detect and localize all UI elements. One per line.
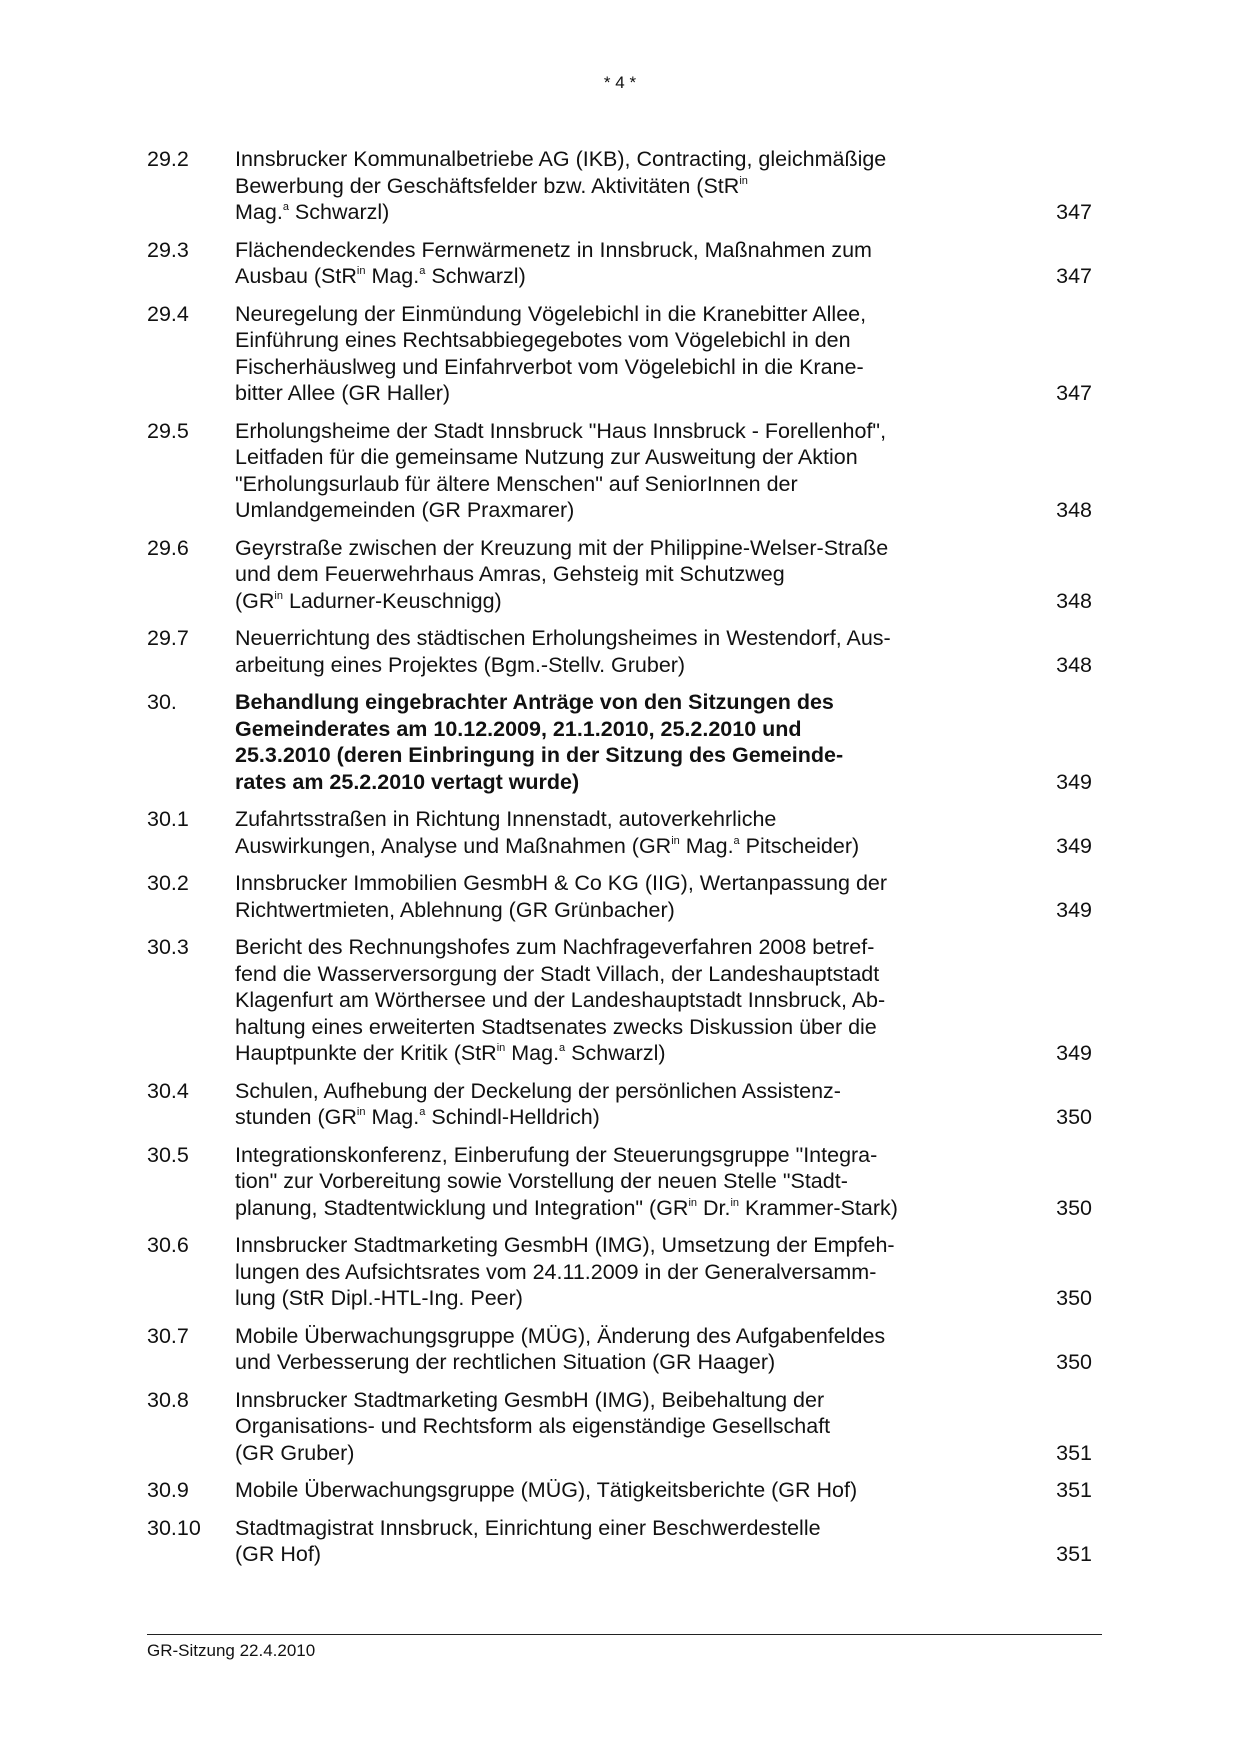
toc-entry-page: 347 bbox=[1056, 381, 1092, 405]
superscript: a bbox=[282, 201, 289, 213]
toc-entry-number: 30.6 bbox=[147, 1233, 189, 1257]
superscript: in bbox=[739, 174, 748, 187]
toc-entry-number: 29.5 bbox=[147, 418, 189, 443]
toc-entry-title bbox=[235, 806, 950, 859]
toc-entry-number: 30.10 bbox=[147, 1515, 201, 1540]
superscript: in bbox=[730, 1196, 740, 1209]
toc-entry-line: arbeitung eines Projektes (Bgm.-Stellv. Gruber) bbox=[235, 652, 686, 677]
toc-entry-line: Mag.$^a$ Schwarzl) bbox=[235, 200, 390, 224]
toc-entry-page: 351 bbox=[1056, 1440, 1092, 1465]
toc-entry-title bbox=[235, 535, 950, 615]
toc-entry-line: und dem Feuerwehrhaus Amras, Gehsteig mit Schutzweg bbox=[235, 562, 785, 586]
toc-entry-line: Zufahrtsstraßen in Richtung Innenstadt, autoverkehrliche bbox=[235, 807, 777, 831]
toc-entry-title bbox=[235, 1323, 950, 1376]
toc-entry-number: 29.2 bbox=[147, 147, 189, 171]
toc-entry bbox=[147, 806, 1092, 859]
toc-entry bbox=[147, 1387, 1092, 1467]
toc-entry-line: Bericht des Rechnungshofes zum Nachfrageverfahren 2008 betref- bbox=[235, 935, 875, 959]
toc-entry-page: 349 bbox=[1056, 769, 1092, 794]
toc-entry-line: lungen des Aufsichtsrates vom 24.11.2009 in der Generalversamm- bbox=[235, 1259, 877, 1284]
toc-entry-line: planung, Stadtentwicklung und Integration" ($GR^{in}$ Dr.$^{in}$ Krammer-Stark) bbox=[235, 1195, 898, 1220]
toc-entry-number: 30.7 bbox=[147, 1323, 189, 1348]
superscript: in bbox=[356, 265, 366, 277]
superscript: a bbox=[419, 265, 426, 277]
toc-entry-line: Mobile Überwachungsgruppe (MÜG), Änderung des Aufgabenfeldes bbox=[235, 1323, 886, 1348]
toc-entry-page: 350 bbox=[1056, 1350, 1092, 1374]
toc-entry-line: Innsbrucker Stadtmarketing GesmbH (IMG), Beibehaltung der bbox=[235, 1387, 825, 1412]
toc-entry bbox=[147, 146, 1092, 226]
toc-entry-line: Hauptpunkte der Kritik (StR$^{in}$ Mag.$^a$ Schwarzl) bbox=[235, 1041, 666, 1065]
toc-entry bbox=[147, 689, 1092, 795]
toc-entry-line: lung (StR Dipl.-HTL-Ing. Peer) bbox=[235, 1286, 523, 1310]
toc-entry-page: 351 bbox=[1056, 1478, 1092, 1502]
toc-entry bbox=[147, 870, 1092, 923]
toc-entry-number: 29.6 bbox=[147, 535, 189, 560]
toc-entry bbox=[147, 1232, 1092, 1312]
toc-entry-line: 25.3.2010 (deren Einbringung in der Sitzung des Gemeinde- bbox=[235, 743, 844, 767]
toc-entry-line: Mobile Überwachungsgruppe (MÜG), Tätigkeitsberichte (GR Hof) bbox=[235, 1478, 858, 1502]
toc-entry-title bbox=[235, 237, 950, 290]
toc-entry bbox=[147, 1477, 1092, 1504]
toc-entry-title bbox=[235, 301, 950, 407]
toc-entry-title bbox=[235, 146, 950, 226]
toc-entry bbox=[147, 1078, 1092, 1131]
toc-entry-line: Integrationskonferenz, Einberufung der Steuerungsgruppe "Integra- bbox=[235, 1142, 878, 1167]
superscript: in bbox=[356, 1106, 366, 1118]
toc-entry-line: stunden ($GR^{in}$ Mag.$^a$ Schindl-Helldrich) bbox=[235, 1105, 600, 1129]
toc-entry-title bbox=[235, 689, 950, 795]
page-number: * 4 * bbox=[603, 73, 637, 92]
toc-entry-title bbox=[235, 1078, 950, 1131]
toc-entry-line: Geyrstraße zwischen der Kreuzung mit der Philippine-Welser-Straße bbox=[235, 535, 889, 560]
toc-entry-line: Umlandgemeinden (GR Praxmarer) bbox=[235, 498, 575, 522]
toc-entry-line: Auswirkungen, Analyse und Maßnahmen ($GR^{in}$ Mag.$^a$ Pitscheider) bbox=[235, 833, 860, 858]
toc-entry-line: tion" zur Vorbereitung sowie Vorstellung der neuen Stelle "Stadt- bbox=[235, 1169, 848, 1193]
toc-entry-title bbox=[235, 625, 950, 678]
toc-entry-title bbox=[235, 870, 950, 923]
toc-entry-page: 348 bbox=[1056, 652, 1092, 677]
toc-entry-page: 349 bbox=[1056, 1041, 1092, 1065]
toc-entry-line: Bewerbung der Geschäftsfelder bzw. Aktivitäten (StR$^{in}$ bbox=[235, 173, 748, 198]
toc-entry-line: Erholungsheime der Stadt Innsbruck "Haus Innsbruck - Forellenhof", bbox=[235, 418, 887, 443]
toc-entry-line: Gemeinderates am 10.12.2009, 21.1.2010, 25.2.2010 und bbox=[235, 716, 802, 741]
toc-entry-page: 351 bbox=[1056, 1542, 1092, 1566]
toc-entry-page: 348 bbox=[1056, 588, 1092, 613]
toc-entry-number: 30.9 bbox=[147, 1478, 189, 1502]
toc-entry-line: Fischerhäuslweg und Einfahrverbot vom Vögelebichl in die Krane- bbox=[235, 354, 864, 379]
toc-entry-page: 350 bbox=[1056, 1195, 1092, 1220]
toc-entry-number: 29.7 bbox=[147, 626, 189, 650]
toc-entry-number: 29.4 bbox=[147, 301, 189, 326]
superscript: in bbox=[688, 1196, 698, 1209]
table-of-contents bbox=[147, 146, 1092, 1579]
toc-entry-line: und Verbesserung der rechtlichen Situation (GR Haager) bbox=[235, 1350, 776, 1374]
toc-entry-page: 348 bbox=[1056, 498, 1092, 522]
toc-entry-line: bitter Allee (GR Haller) bbox=[235, 381, 451, 405]
toc-entry-line: haltung eines erweiterten Stadtsenates zwecks Diskussion über die bbox=[235, 1014, 877, 1039]
toc-entry-title bbox=[235, 1515, 950, 1568]
toc-entry-title bbox=[235, 1232, 950, 1312]
toc-entry bbox=[147, 1142, 1092, 1222]
toc-entry bbox=[147, 418, 1092, 524]
toc-entry-line: ($GR^{in}$ Ladurner-Keuschnigg) bbox=[235, 588, 502, 613]
toc-entry bbox=[147, 237, 1092, 290]
toc-entry-line: Leitfaden für die gemeinsame Nutzung zur Ausweitung der Aktion bbox=[235, 445, 858, 469]
toc-entry-line: (GR Gruber) bbox=[235, 1440, 355, 1465]
toc-entry-number: 30.2 bbox=[147, 871, 189, 895]
toc-entry-page: 349 bbox=[1056, 833, 1092, 858]
toc-entry-page: 347 bbox=[1056, 200, 1092, 224]
superscript: in bbox=[671, 834, 680, 847]
toc-entry-title bbox=[235, 1387, 950, 1467]
toc-entry-line: Ausbau (StR$^{in}$ Mag.$^a$ Schwarzl) bbox=[235, 264, 526, 288]
toc-entry-page: 350 bbox=[1056, 1286, 1092, 1310]
toc-entry-line: "Erholungsurlaub für ältere Menschen" auf SeniorInnen der bbox=[235, 471, 798, 496]
superscript: in bbox=[496, 1042, 506, 1054]
toc-entry bbox=[147, 1515, 1092, 1568]
toc-entry bbox=[147, 934, 1092, 1067]
toc-entry-title bbox=[235, 934, 950, 1067]
toc-entry-line: Behandlung eingebrachter Anträge von den Sitzungen des bbox=[235, 690, 834, 714]
toc-entry-title bbox=[235, 1142, 950, 1222]
toc-entry-line: (GR Hof) bbox=[235, 1542, 321, 1566]
toc-entry-line: Organisations- und Rechtsform als eigenständige Gesellschaft bbox=[235, 1414, 831, 1438]
toc-entry bbox=[147, 301, 1092, 407]
toc-entry-line: Richtwertmieten, Ablehnung (GR Grünbacher) bbox=[235, 897, 675, 922]
toc-entry-page: 347 bbox=[1056, 264, 1092, 288]
toc-entry bbox=[147, 625, 1092, 678]
toc-entry-number: 30.8 bbox=[147, 1387, 189, 1412]
footer-divider bbox=[147, 1634, 1102, 1635]
toc-entry-number: 30.5 bbox=[147, 1142, 189, 1167]
superscript: a bbox=[733, 834, 740, 847]
toc-entry-line: Innsbrucker Kommunalbetriebe AG (IKB), Contracting, gleichmäßige bbox=[235, 147, 887, 171]
toc-entry-line: Neuerrichtung des städtischen Erholungsheimes in Westendorf, Aus- bbox=[235, 626, 891, 650]
toc-entry-line: Flächendeckendes Fernwärmenetz in Innsbruck, Maßnahmen zum bbox=[235, 237, 872, 262]
toc-entry bbox=[147, 1323, 1092, 1376]
toc-entry-line: Einführung eines Rechtsabbiegegebotes vom Vögelebichl in den bbox=[235, 328, 851, 352]
superscript: a bbox=[419, 1106, 426, 1118]
toc-entry-line: Klagenfurt am Wörthersee und der Landeshauptstadt Innsbruck, Ab- bbox=[235, 988, 886, 1012]
toc-entry-number: 30.4 bbox=[147, 1078, 189, 1103]
toc-entry-line: Innsbrucker Stadtmarketing GesmbH (IMG), Umsetzung der Empfeh- bbox=[235, 1233, 895, 1257]
superscript: in bbox=[274, 589, 283, 602]
toc-entry-page: 350 bbox=[1056, 1105, 1092, 1129]
toc-entry-number: 30.3 bbox=[147, 935, 189, 959]
toc-entry-number: 29.3 bbox=[147, 237, 189, 262]
toc-entry-line: fend die Wasserversorgung der Stadt Villach, der Landeshauptstadt bbox=[235, 961, 880, 986]
footer-text: GR-Sitzung 22.4.2010 bbox=[147, 1641, 316, 1660]
toc-entry-number: 30. bbox=[147, 690, 177, 714]
toc-entry-line: rates am 25.2.2010 vertagt wurde) bbox=[235, 769, 580, 794]
superscript: a bbox=[559, 1042, 566, 1054]
toc-entry-line: Stadtmagistrat Innsbruck, Einrichtung einer Beschwerdestelle bbox=[235, 1515, 821, 1540]
toc-entry-line: Neuregelung der Einmündung Vögelebichl in die Kranebitter Allee, bbox=[235, 301, 867, 326]
toc-entry-title bbox=[235, 418, 950, 524]
toc-entry-title bbox=[235, 1477, 950, 1504]
toc-entry-line: Schulen, Aufhebung der Deckelung der persönlichen Assistenz- bbox=[235, 1078, 841, 1103]
toc-entry-number: 30.1 bbox=[147, 807, 189, 831]
toc-entry-line: Innsbrucker Immobilien GesmbH & Co KG (IIG), Wertanpassung der bbox=[235, 871, 888, 895]
toc-entry bbox=[147, 535, 1092, 615]
toc-entry-page: 349 bbox=[1056, 897, 1092, 922]
